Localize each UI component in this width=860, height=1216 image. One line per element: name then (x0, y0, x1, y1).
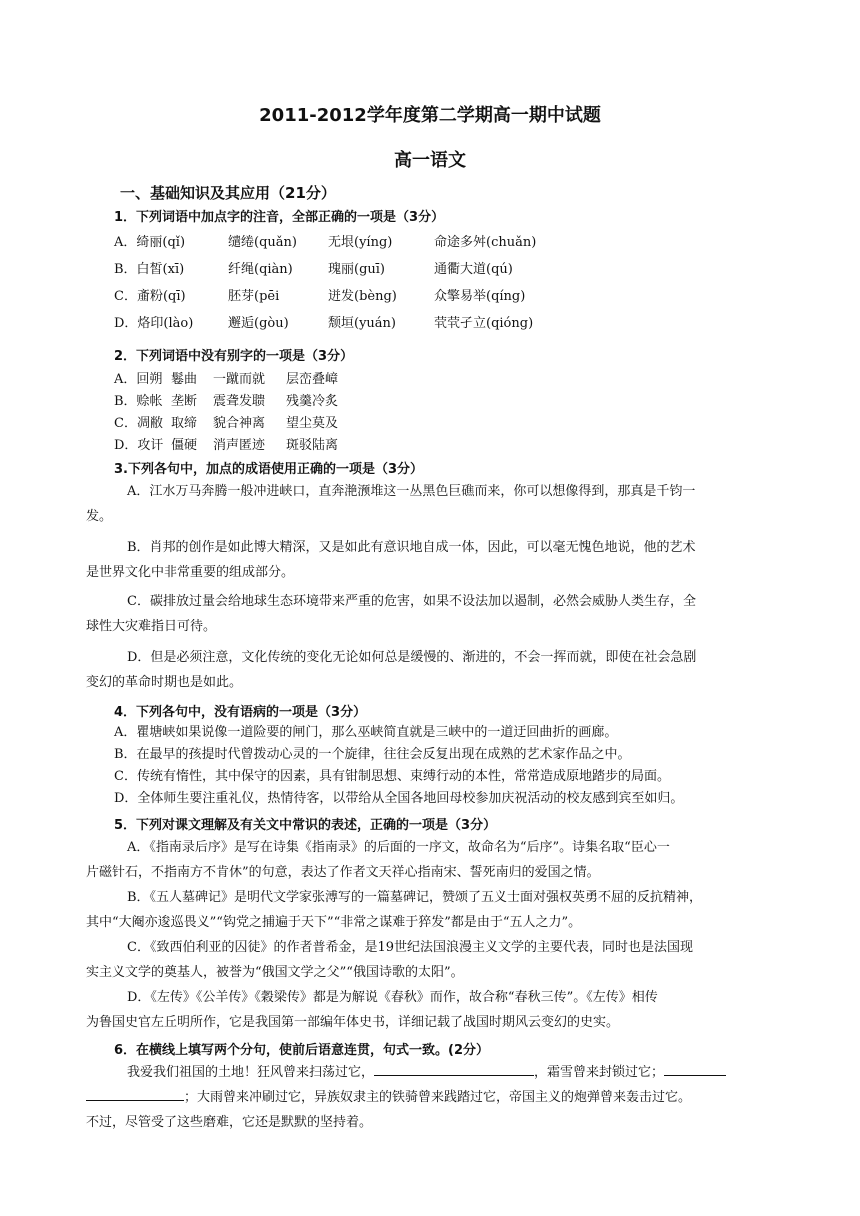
q2-b-4: 残羹冷炙 (286, 393, 339, 409)
q3-option-a: A．江水万马奔腾一般冲进峡口，直奔滟滪堆这一丛黑色巨礁而来，你可以想像得到，那真是千钧一 (127, 484, 696, 499)
q6-text-3: ；大雨曾来冲刷过它，异族奴隶主的铁骑曾来践踏过它，帝国主义的炮弹曾来轰击过它。 (184, 1090, 692, 1105)
q5-option-c-cont: 实主义文学的奠基人，被誉为“俄国文学之父”“俄国诗歌的太阳”。 (86, 965, 464, 980)
q2-b-3: 震聋发聩 (213, 393, 266, 409)
q3-option-a-cont: 发。 (86, 509, 113, 524)
q1-option-row (114, 227, 774, 254)
q3-option-c: C．碳排放过量会给地球生态环境带来严重的危害，如果不设法加以遏制，必然会威胁人类生存，全 (127, 594, 696, 609)
q4-option-b: B．在最早的孩提时代曾拨动心灵的一个旋律，往往会反复出现在成熟的艺术家作品之中。 (114, 747, 631, 762)
q1-d-1: D．烙印(lào) (114, 316, 194, 331)
q3-option-d: D．但是必须注意，文化传统的变化无论如何总是缓慢的、渐进的，不会一挥而就，即使在社会急剧 (127, 650, 697, 665)
q1-c-1: C．齑粉(qī) (114, 289, 186, 304)
q2-c-2: 取缔 (171, 415, 198, 431)
q4-option-d: D．全体师生要注重礼仪，热情待客，以带给从全国各地回母校参加庆祝活动的校友感到宾至如归。 (114, 791, 684, 806)
question-4-stem: 4．下列各句中，没有语病的一项是（3分） (114, 705, 367, 720)
q1-c-2: 胚芽(pēi (228, 289, 280, 304)
q2-a-2: 鬈曲 (171, 371, 198, 387)
q5-option-c: C．《致西伯利亚的囚徒》的作者普希金，是19世纪法国浪漫主义文学的主要代表，同时也是法国现 (127, 940, 693, 955)
q2-d-4: 斑驳陆离 (286, 437, 339, 453)
exam-title: 2011-2012学年度第二学期高一期中试题 (259, 105, 601, 126)
exam-subject: 高一语文 (394, 150, 466, 171)
q1-d-4: 茕茕孑立(qióng) (434, 316, 534, 331)
q5-option-d-cont: 为鲁国史官左丘明所作，它是我国第一部编年体史书，详细记载了战国时期风云变幻的史实。 (86, 1015, 620, 1030)
q1-d-2: 邂逅(gòu) (228, 316, 289, 331)
q2-option-row (114, 432, 774, 454)
q1-option-row (114, 308, 774, 335)
q2-a-4: 层峦叠嶂 (286, 371, 339, 387)
q1-b-1: B．白皙(xī) (114, 262, 185, 277)
q5-option-b: B．《五人墓碑记》是明代文学家张溥写的一篇墓碑记，赞颂了五义士面对强权英勇不屈的反抗精神， (127, 890, 703, 905)
q1-option-row (114, 254, 774, 281)
q1-a-4: 命途多舛(chuǎn) (434, 235, 537, 250)
q2-d-3: 消声匿迹 (213, 437, 266, 453)
q1-b-3: 瑰丽(guī) (328, 262, 385, 277)
q3-option-b: B．肖邦的创作是如此博大精深，又是如此有意识地自成一体，因此，可以毫无愧色地说，他的艺术 (127, 540, 696, 555)
q5-option-b-cont: 其中“大阉亦逡巡畏义”“钩党之捕遍于天下”“非常之谋难于猝发”都是由于“五人之力”。 (86, 915, 582, 930)
answer-blank-2-cont[interactable] (86, 1088, 184, 1101)
q1-b-4: 通衢大道(qú) (434, 262, 513, 277)
q3-option-c-cont: 球性大灾难指日可待。 (86, 619, 217, 634)
q2-option-row (114, 388, 774, 410)
q2-c-3: 貌合神离 (213, 415, 266, 431)
answer-blank-1[interactable] (374, 1063, 534, 1076)
question-6-stem: 6．在横线上填写两个分句，使前后语意连贯，句式一致。(2分） (114, 1043, 490, 1058)
q2-d-2: 僵硬 (171, 437, 198, 453)
q1-d-3: 颓垣(yuán) (328, 316, 396, 331)
question-3-stem: 3.下列各句中，加点的成语使用正确的一项是（3分） (114, 462, 424, 477)
q6-line-3: 不过，尽管受了这些磨难，它还是默默的坚持着。 (86, 1115, 373, 1130)
q2-a-3: 一蹴而就 (213, 371, 266, 387)
question-1-stem: 1．下列词语中加点字的注音，全部正确的一项是（3分） (114, 210, 445, 225)
q1-b-2: 纤绳(qiàn) (228, 262, 293, 277)
q2-c-1: C．凋敝 (114, 415, 163, 431)
q2-b-2: 垄断 (171, 393, 198, 409)
q2-b-1: B．赊帐 (114, 393, 163, 409)
q2-c-4: 望尘莫及 (286, 415, 339, 431)
q5-option-a: A．《指南录后序》是写在诗集《指南录》的后面的一序文，故命名为“后序”。诗集名取“臣心一 (127, 840, 670, 855)
q2-option-row (114, 366, 774, 388)
answer-blank-2[interactable] (664, 1063, 726, 1076)
question-2-stem: 2．下列词语中没有别字的一项是（3分） (114, 349, 354, 364)
q1-a-2: 缱绻(quǎn) (228, 235, 297, 250)
q6-text-2: ，霜雪曾来封锁过它； (534, 1065, 665, 1080)
q6-line-1 (114, 1060, 774, 1085)
q2-a-1: A．回朔 (114, 371, 163, 387)
q1-option-row (114, 281, 774, 308)
section-heading: 一、基础知识及其应用（21分） (120, 184, 336, 202)
q5-option-d: D．《左传》《公羊传》《穀梁传》都是为解说《春秋》而作，故合称“春秋三传”。《左传》相传 (127, 990, 658, 1005)
q1-a-1: A．绮丽(qǐ) (114, 235, 186, 250)
question-content (86, 206, 774, 1135)
q2-option-row (114, 410, 774, 432)
q1-a-3: 无垠(yíng) (328, 235, 393, 250)
q3-option-d-cont: 变幻的革命时期也是如此。 (86, 675, 243, 690)
q1-c-3: 迸发(bèng) (328, 289, 397, 304)
q2-d-1: D．攻讦 (114, 437, 164, 453)
q6-line-2 (86, 1085, 774, 1110)
q4-option-c: C．传统有惰性，其中保守的因素，具有钳制思想、束缚行动的本性，常常造成原地踏步的局面。 (114, 769, 670, 784)
q3-option-b-cont: 是世界文化中非常重要的组成部分。 (86, 565, 295, 580)
q6-text-1: 我爱我们祖国的土地！狂风曾来扫荡过它， (127, 1065, 375, 1080)
q4-option-a: A．瞿塘峡如果说像一道险要的闸门，那么巫峡简直就是三峡中的一道迂回曲折的画廊。 (114, 725, 618, 740)
q5-option-a-cont: 片磁针石，不指南方不肯休”的句意，表达了作者文天祥心指南宋、誓死南归的爱国之情。 (86, 865, 600, 880)
q1-c-4: 众擎易举(qíng) (434, 289, 526, 304)
question-5-stem: 5．下列对课文理解及有关文中常识的表述，正确的一项是（3分） (114, 818, 497, 833)
